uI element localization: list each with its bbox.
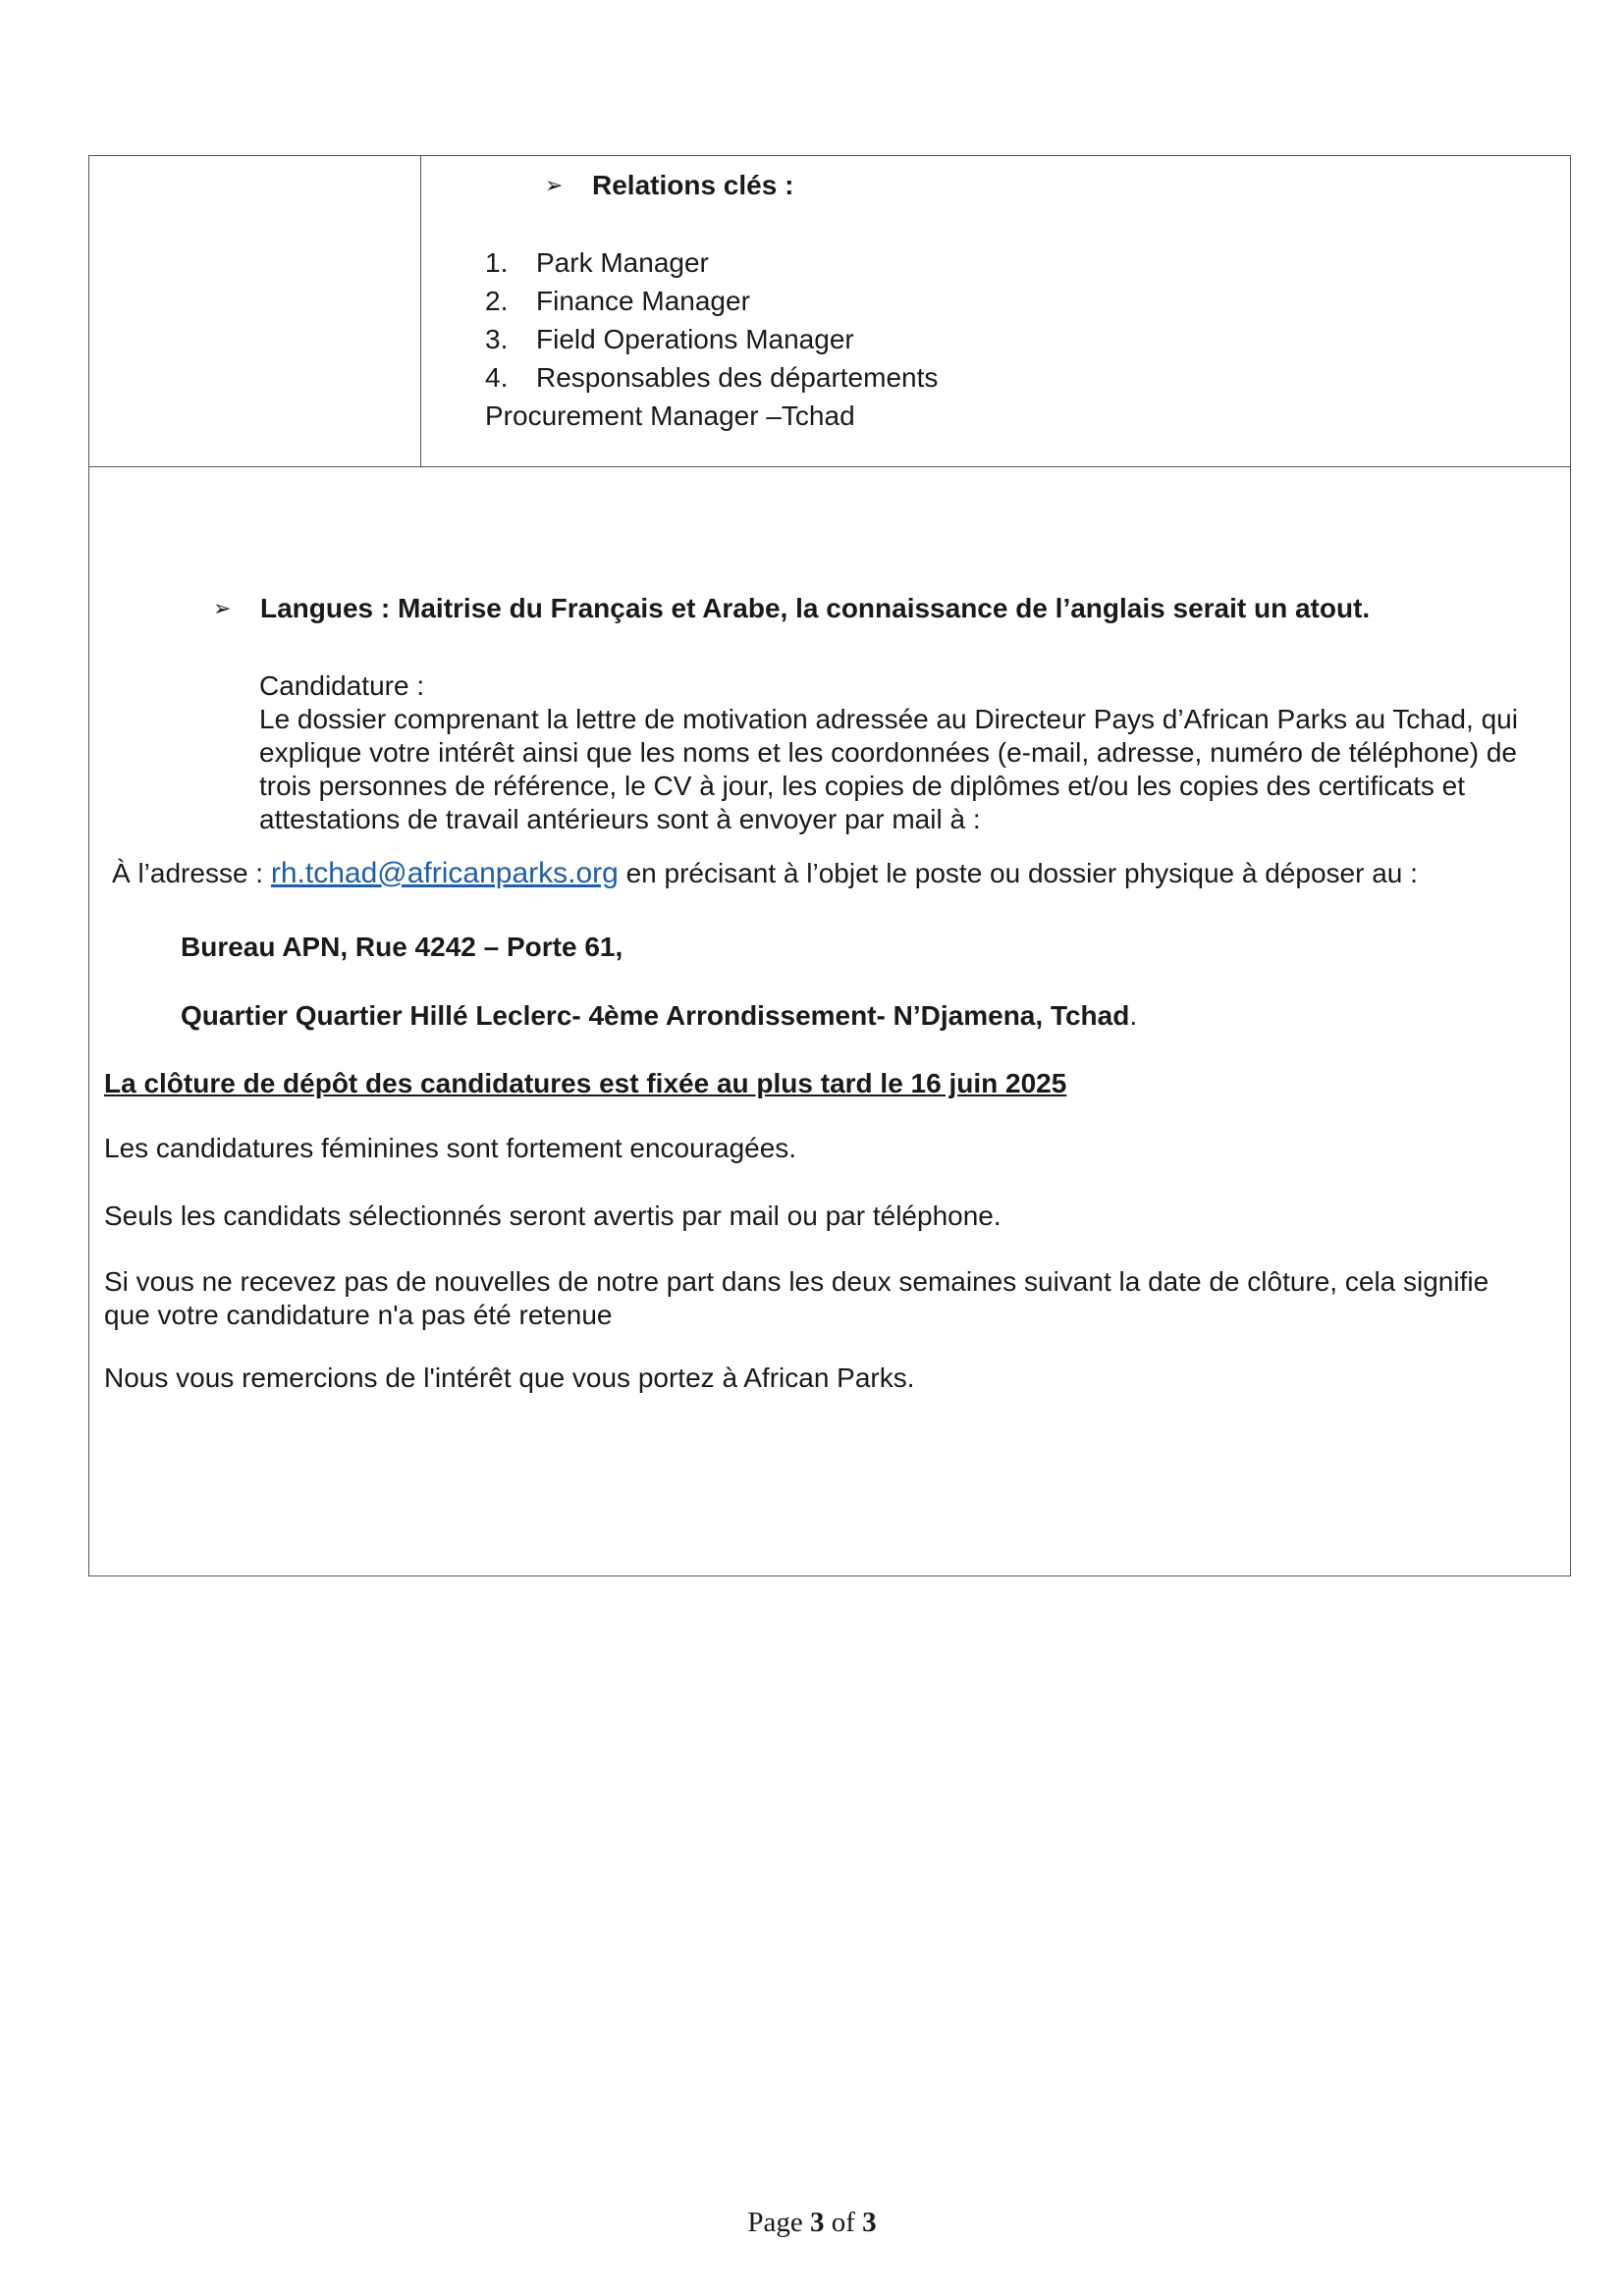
address-prefix: À l’adresse : [112,858,264,888]
list-label: Park Manager [536,247,709,278]
relations-heading: Relations clés : [592,170,794,200]
note-paragraph: Les candidatures féminines sont fortement encouragées. [104,1133,797,1163]
list-label: Finance Manager [536,286,750,316]
list-number: 3. [485,324,509,354]
list-item [485,285,750,318]
office-address-line2-text: Quartier Quartier Hillé Leclerc- 4ème Arrondissement- N’Djamena, Tchad [181,1000,1130,1031]
bullet-arrow-icon: ➢ [545,173,564,197]
list-label: Responsables des départements [536,362,939,393]
office-address-line1: Bureau APN, Rue 4242 – Porte 61, [181,932,623,962]
list-number: 2. [485,286,509,316]
page-word: Page [747,2207,803,2238]
list-number: 1. [485,247,509,278]
office-address-period: . [1129,1000,1138,1031]
page-footer [0,2207,1624,2239]
list-number: 4. [485,362,509,393]
bullet-arrow-icon: ➢ [213,596,232,620]
page-current: 3 [809,2207,825,2238]
deadline-notice: La clôture de dépôt des candidatures est fixée au plus tard le 16 juin 2025 [104,1068,1067,1098]
column-divider [420,156,421,466]
note-paragraph: Seuls les candidats sélectionnés seront avertis par mail ou par téléphone. [104,1201,1001,1231]
address-suffix: en précisant à l’objet le poste ou dossier physique à déposer au : [625,858,1418,888]
langues-text: Langues : Maitrise du Français et Arabe, la connaissance de l’anglais serait un atout. [260,593,1371,623]
office-address-line2 [181,999,1137,1033]
list-item [485,361,938,395]
address-line [112,857,1418,890]
candidature-body: Le dossier comprenant la lettre de motivation adressée au Directeur Pays d’African Parks au Tchad, qui explique votre intérêt ainsi que les noms et les coordonnées (e-mail, adresse, numéro de téléphone) de trois personnes de référence, le CV à jour, les copies de diplômes et/ou les copies des certificats et attestations de travail antérieurs sont à envoyer par mail à : [259,704,1518,834]
candidature-label: Candidature : [259,670,425,701]
list-item [485,246,709,280]
note-paragraph: Si vous ne recevez pas de nouvelles de notre part dans les deux semaines suivant la date de clôture, cela signifie que votre candidature n'a pas été retenue [104,1266,1489,1330]
page-total: 3 [862,2207,877,2238]
page-of: of [831,2207,855,2238]
list-label: Field Operations Manager [536,324,854,354]
list-item [485,323,854,356]
note-paragraph: Nous vous remercions de l'intérêt que vous portez à African Parks. [104,1362,915,1393]
email-link[interactable]: rh.tchad@africanparks.org [270,857,619,889]
relations-extra: Procurement Manager –Tchad [485,400,855,431]
